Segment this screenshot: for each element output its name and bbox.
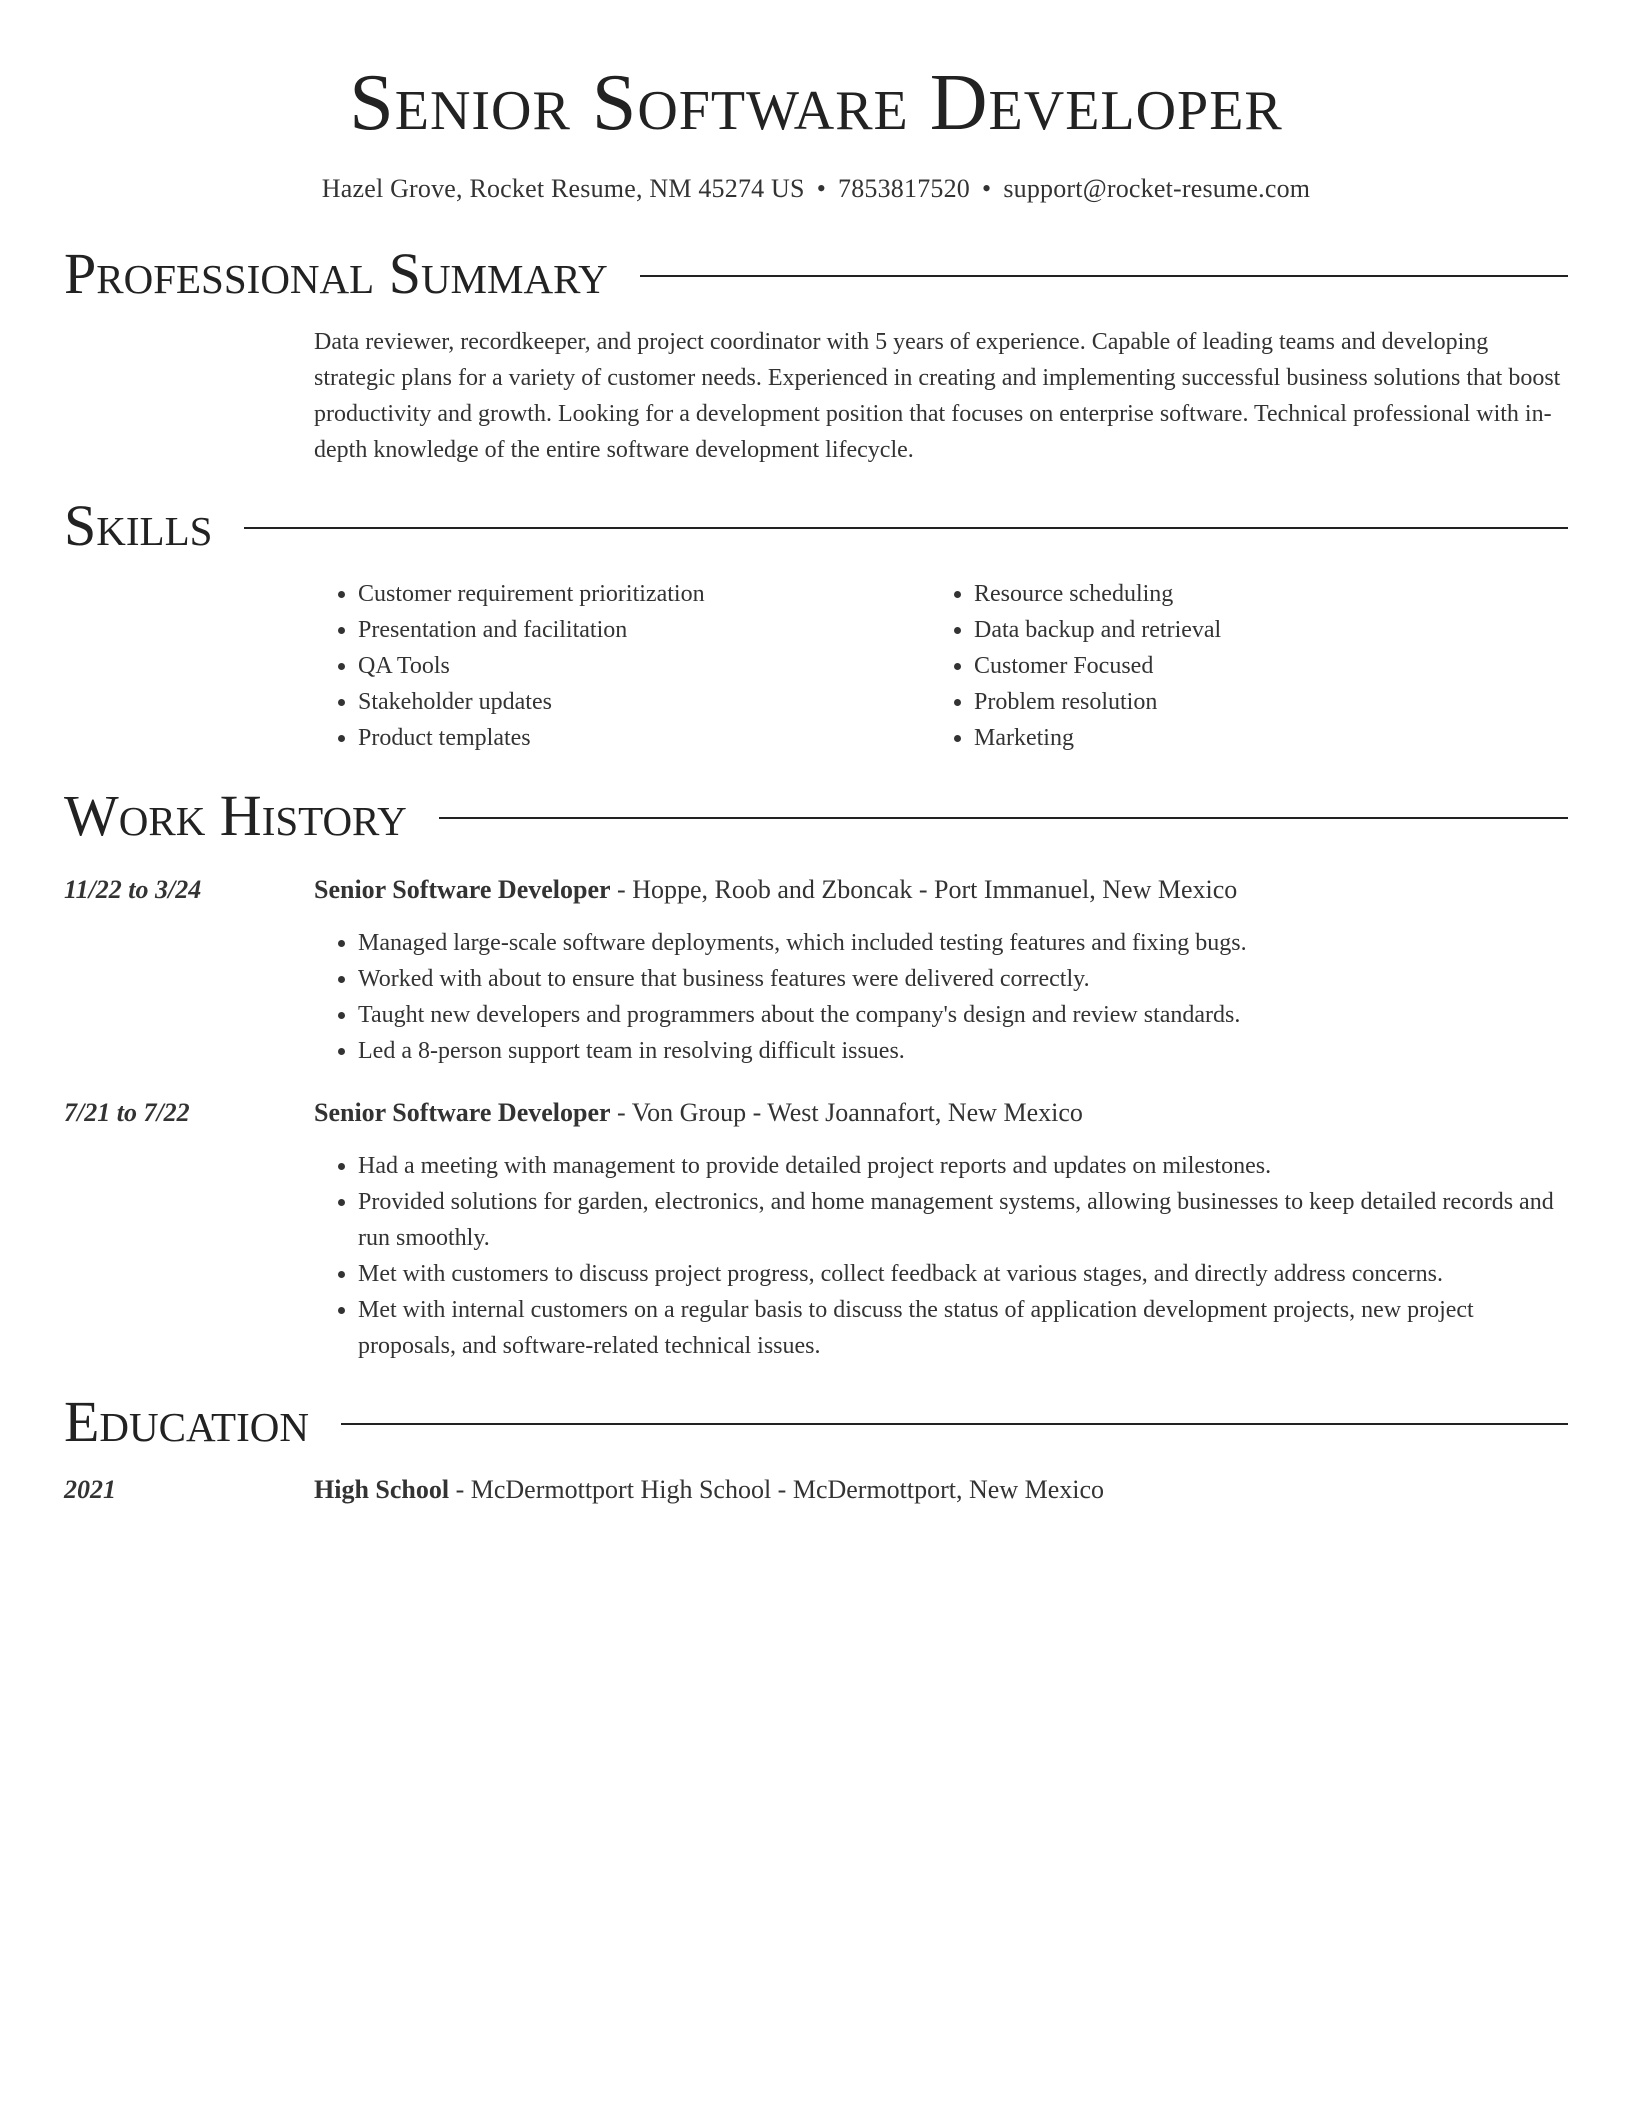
- skill-item: • QA Tools: [358, 648, 930, 684]
- contact-separator: •: [982, 174, 992, 203]
- summary-left-spacer: [64, 324, 314, 468]
- summary-text: Data reviewer, recordkeeper, and project coordinator with 5 years of experience. Capable of leading teams and developing strategic plans for a variety of customer needs. Experienced in creating and implementing successful business solutions that boost productivity and growth. Looking for a development position that focuses on enterprise software. Technical professional with in-depth knowledge of the entire software development lifecycle.: [314, 329, 1561, 463]
- skill-item: • Presentation and facilitation: [358, 612, 930, 648]
- education-school-location: - McDermottport High School - McDermottport, New Mexico: [449, 1475, 1105, 1504]
- section-divider: [341, 1423, 1568, 1425]
- skill-item: • Customer Focused: [974, 648, 1546, 684]
- education-section-title: Education: [64, 1389, 309, 1454]
- job-bullet: • Provided solutions for garden, electronics, and home management systems, allowing businesses to keep detailed records and run smoothly.: [358, 1184, 1568, 1256]
- skill-item: • Marketing: [974, 720, 1546, 756]
- education-degree: High School: [314, 1475, 450, 1504]
- job-title-line: [314, 1095, 1568, 1131]
- contact-email: support@rocket-resume.com: [1003, 174, 1311, 203]
- job-bullets: [314, 925, 1568, 1069]
- skill-item: • Resource scheduling: [974, 576, 1546, 612]
- resume-page: [64, 0, 1568, 1508]
- skills-left-spacer: [64, 576, 314, 756]
- skill-item: • Stakeholder updates: [358, 684, 930, 720]
- summary-section-title: Professional Summary: [64, 241, 608, 306]
- job-company-location: - Hoppe, Roob and Zboncak - Port Immanuel, New Mexico: [610, 875, 1238, 904]
- job-entry: [64, 872, 1568, 1069]
- contact-address: Hazel Grove, Rocket Resume, NM 45274 US: [321, 174, 805, 203]
- job-bullet: • Taught new developers and programmers about the company's design and review standards.: [358, 997, 1568, 1033]
- contact-phone: 7853817520: [838, 174, 970, 203]
- job-dates: 11/22 to 3/24: [64, 875, 202, 904]
- job-position: Senior Software Developer: [314, 1098, 611, 1127]
- education-body: [314, 1472, 1568, 1508]
- contact-line: [64, 172, 1568, 206]
- education-section-header: [64, 1390, 1568, 1454]
- summary-section-header: [64, 242, 1568, 306]
- job-bullet: • Met with internal customers on a regular basis to discuss the status of application development projects, new project proposals, and software-related technical issues.: [358, 1292, 1568, 1364]
- work-section-title: Work History: [64, 783, 407, 848]
- skills-list-left: [314, 576, 930, 756]
- section-divider: [640, 275, 1568, 277]
- skills-grid: [314, 576, 1568, 756]
- skills-list-right: [930, 576, 1546, 756]
- job-body: [314, 872, 1568, 1069]
- job-position: Senior Software Developer: [314, 875, 611, 904]
- job-dates: 7/21 to 7/22: [64, 1098, 190, 1127]
- job-entry: [64, 1095, 1568, 1364]
- job-body: [314, 1095, 1568, 1364]
- skills-section: [64, 576, 1568, 756]
- skill-item: • Customer requirement prioritization: [358, 576, 930, 612]
- resume-name-title: Senior Software Developer: [349, 59, 1283, 147]
- work-section-header: [64, 784, 1568, 848]
- summary-section: [64, 324, 1568, 468]
- job-company-location: - Von Group - West Joannafort, New Mexico: [610, 1098, 1083, 1127]
- job-bullet: • Worked with about to ensure that business features were delivered correctly.: [358, 961, 1568, 997]
- section-divider: [439, 817, 1568, 819]
- skill-item: • Problem resolution: [974, 684, 1546, 720]
- education-entry: [64, 1472, 1568, 1508]
- job-bullet: • Had a meeting with management to provide detailed project reports and updates on milestones.: [358, 1148, 1568, 1184]
- job-bullet: • Met with customers to discuss project progress, collect feedback at various stages, and directly address concerns.: [358, 1256, 1568, 1292]
- education-line: [314, 1472, 1568, 1508]
- section-divider: [244, 527, 1568, 529]
- job-bullet: • Led a 8-person support team in resolving difficult issues.: [358, 1033, 1568, 1069]
- skills-section-title: Skills: [64, 493, 213, 558]
- skill-item: • Data backup and retrieval: [974, 612, 1546, 648]
- education-year: 2021: [64, 1475, 116, 1504]
- job-title-line: [314, 872, 1568, 908]
- job-bullet: • Managed large-scale software deployments, which included testing features and fixing bugs.: [358, 925, 1568, 961]
- contact-separator: •: [816, 174, 826, 203]
- job-bullets: [314, 1148, 1568, 1364]
- skills-section-header: [64, 494, 1568, 558]
- skill-item: • Product templates: [358, 720, 930, 756]
